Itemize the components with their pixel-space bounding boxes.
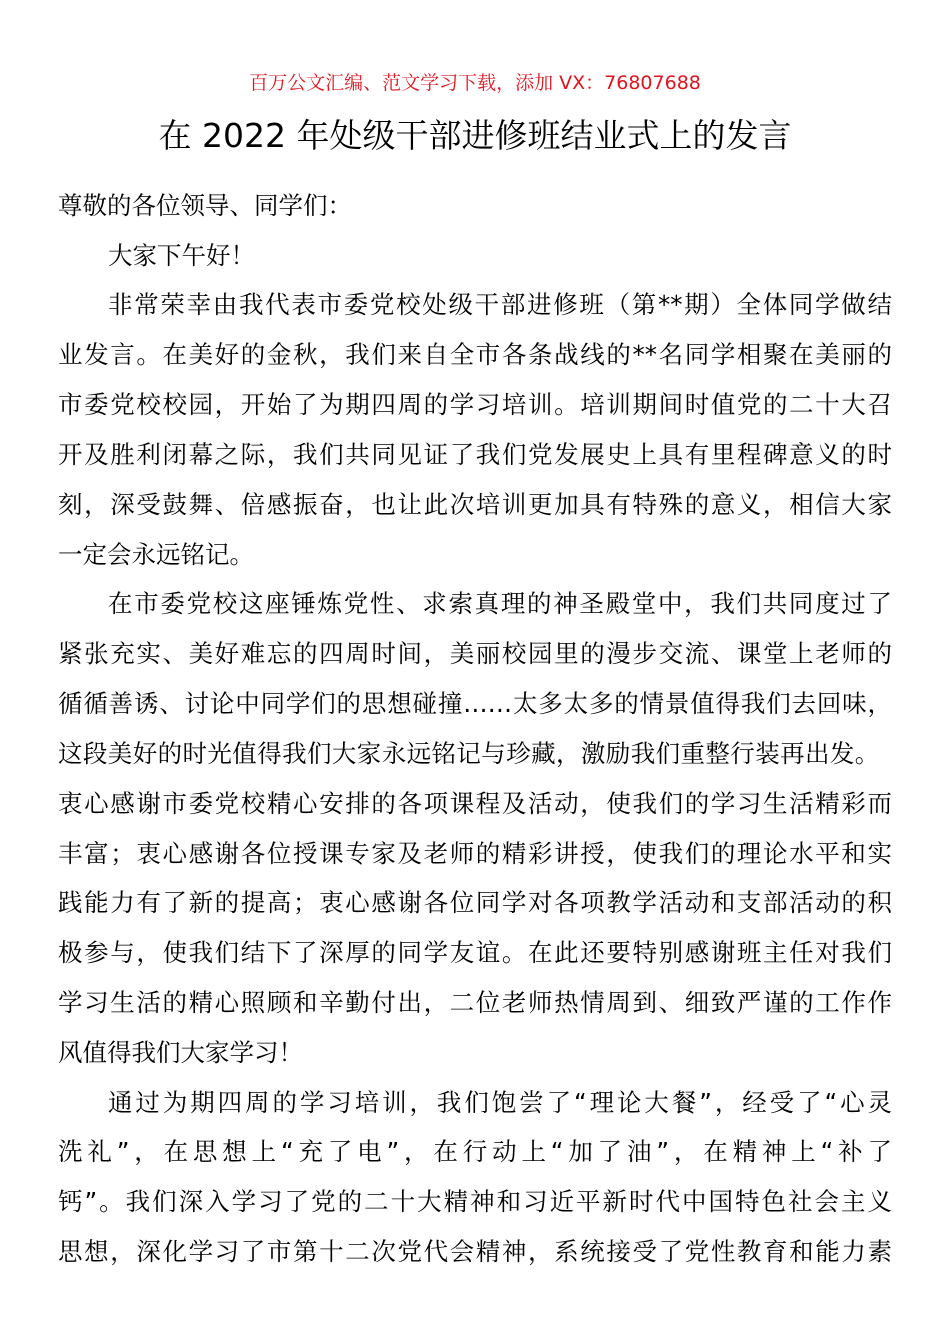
text-line: 丰富；衷心感谢各位授课专家及老师的精彩讲授，使我们的理论水平和实 [58, 839, 892, 868]
text-line: 践能力有了新的提高；衷心感谢各位同学对各项教学活动和支部活动的积 [58, 888, 892, 917]
text-line: 风值得我们大家学习！ [58, 1038, 303, 1067]
text-line: 非常荣幸由我代表市委党校处级干部进修班（第**期）全体同学做结 [108, 290, 892, 319]
text-line: 业发言。在美好的金秋，我们来自全市各条战线的**名同学相聚在美丽的 [58, 340, 892, 369]
greeting: 大家下午好！ [108, 241, 255, 270]
text-line: 这段美好的时光值得我们大家永远铭记与珍藏，激励我们重整行装再出发。 [58, 739, 880, 768]
text-line: 在市委党校这座锤炼党性、求索真理的神圣殿堂中，我们共同度过了 [108, 589, 892, 618]
text-line: 钙”。我们深入学习了党的二十大精神和习近平新时代中国特色社会主义 [58, 1187, 892, 1216]
text-line: 学习生活的精心照顾和辛勤付出，二位老师热情周到、细致严谨的工作作 [58, 988, 892, 1017]
text-line: 刻，深受鼓舞、倍感振奋，也让此次培训更加具有特殊的意义，相信大家 [58, 490, 892, 519]
text-line: 洗礼”，在思想上“充了电”，在行动上“加了油”，在精神上“补了 [58, 1137, 892, 1166]
text-line: 紧张充实、美好难忘的四周时间，美丽校园里的漫步交流、课堂上老师的 [58, 639, 892, 668]
header-notice: 百万公文汇编、范文学习下载，添加 VX：76807688 [249, 72, 701, 94]
text-line: 衷心感谢市委党校精心安排的各项课程及活动，使我们的学习生活精彩而 [58, 789, 892, 818]
text-line: 市委党校校园，开始了为期四周的学习培训。培训期间时值党的二十大召 [58, 390, 892, 419]
text-line: 极参与，使我们结下了深厚的同学友谊。在此还要特别感谢班主任对我们 [58, 938, 892, 967]
text-line: 循循善诱、讨论中同学们的思想碰撞……太多太多的情景值得我们去回味， [58, 689, 892, 718]
text-line: 通过为期四周的学习培训，我们饱尝了“理论大餐”，经受了“心灵 [108, 1088, 892, 1117]
text-line: 开及胜利闭幕之际，我们共同见证了我们党发展史上具有里程碑意义的时 [58, 440, 892, 469]
salutation: 尊敬的各位领导、同学们： [58, 191, 352, 220]
document-title: 在 2022 年处级干部进修班结业式上的发言 [158, 116, 792, 155]
text-line: 思想，深化学习了市第十二次党代会精神，系统接受了党性教育和能力素 [58, 1237, 892, 1266]
text-line: 一定会永远铭记。 [58, 540, 254, 569]
